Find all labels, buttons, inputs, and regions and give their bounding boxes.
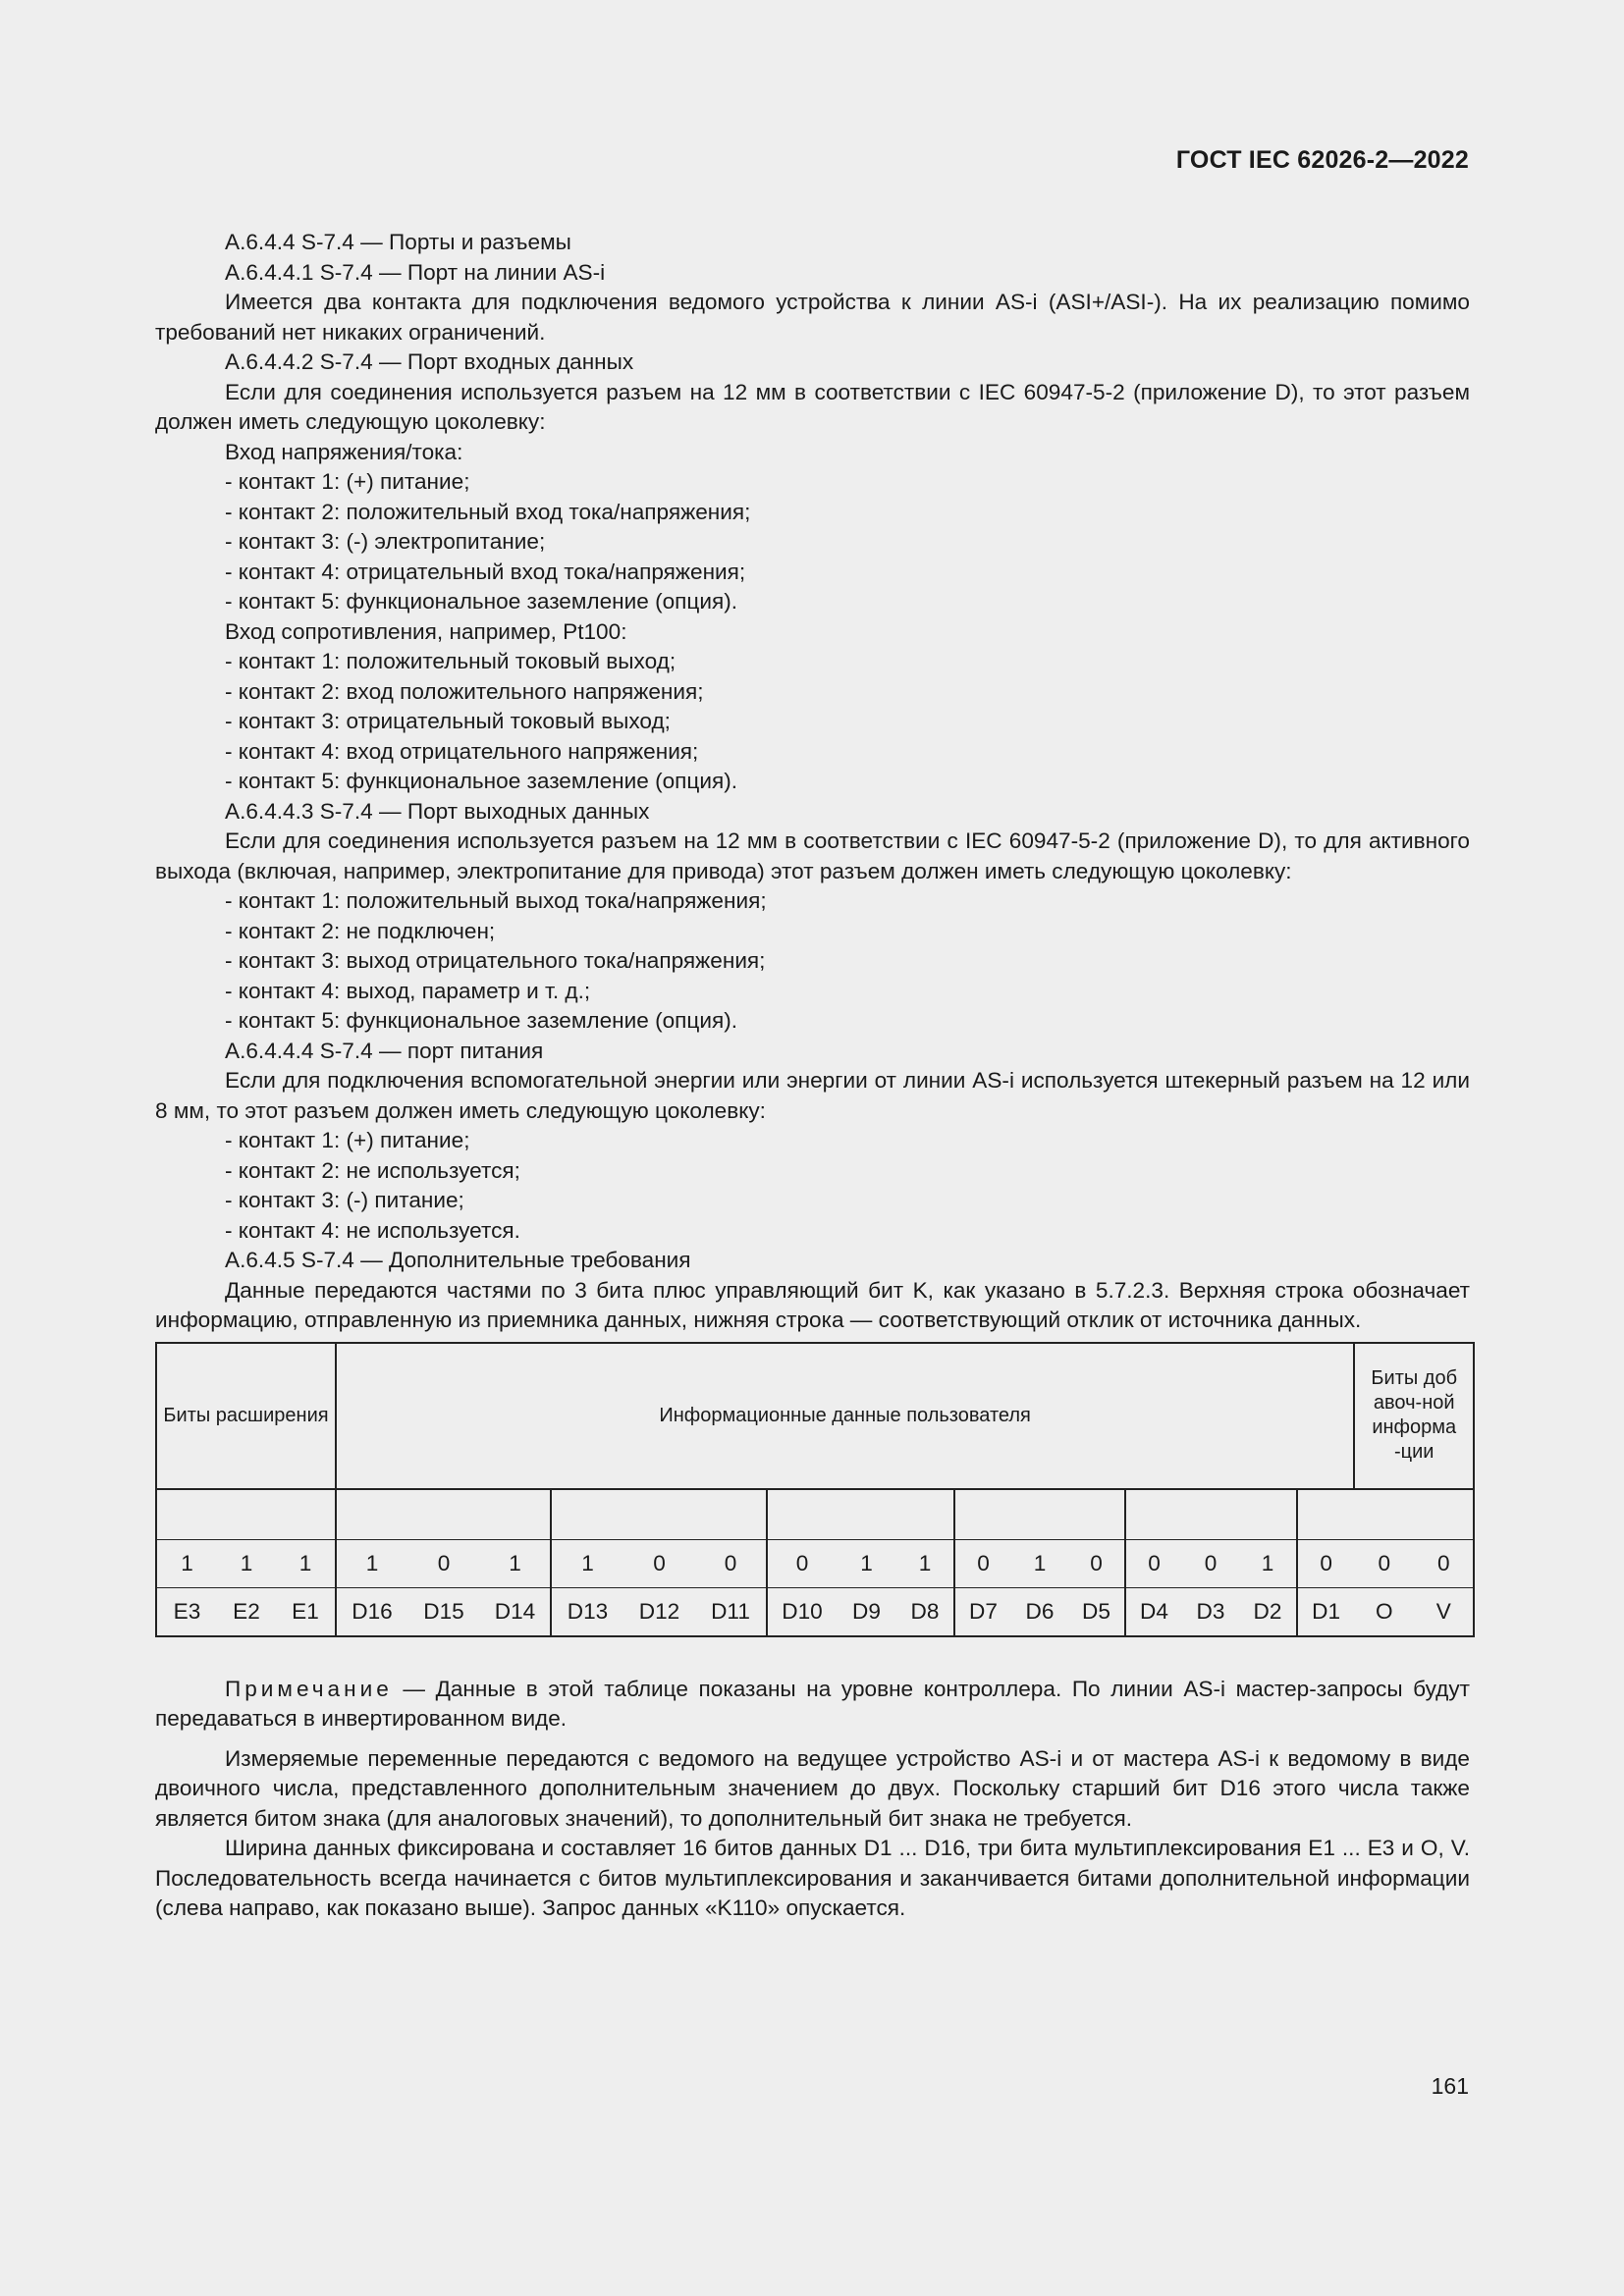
list-item: - контакт 3: (-) электропитание; <box>225 529 546 554</box>
list-item: - контакт 1: положительный токовый выход; <box>225 649 677 673</box>
bit-label-cell: D3 <box>1196 1598 1225 1624</box>
list-item: Вход сопротивления, например, Pt100: <box>225 618 627 644</box>
paragraph: Ширина данных фиксирована и составляет 16 битов данных D1 ... D16, три бита мультиплексирования E1 ... E3 и O, V. Последовательность всегда начинается с битов мультиплексирования и заканчивается битами дополнительной информации (слева направо, как показано выше). Запрос данных «K110» опускается. <box>155 1836 1470 1920</box>
list-item: - контакт 2: не используется; <box>225 1157 520 1183</box>
list-item: - контакт 3: выход отрицательного тока/напряжения; <box>225 948 766 973</box>
list-item: - контакт 1: (+) питание; <box>225 1128 470 1152</box>
bit-label-cell: E3 <box>173 1598 201 1624</box>
bit-label-cell: E2 <box>233 1598 260 1624</box>
bit-label-cell: D8 <box>910 1598 940 1624</box>
empty-cell <box>954 1489 1125 1540</box>
bit-label-cell: D9 <box>852 1598 881 1624</box>
note-word: Примечание <box>225 1676 393 1701</box>
bit-value-cell: 1 <box>276 1539 336 1587</box>
bit-value-cell: 0 <box>1297 1539 1354 1587</box>
list-item: - контакт 3: (-) питание; <box>225 1188 464 1212</box>
bit-label-cell: D15 <box>423 1598 464 1624</box>
table-note <box>155 1675 1470 1735</box>
bit-table <box>155 1342 1475 1637</box>
bit-label-cell: D6 <box>1025 1598 1055 1624</box>
list-item: - контакт 2: вход положительного напряжения; <box>225 678 704 704</box>
bit-label-cell: V <box>1435 1598 1451 1624</box>
header-user-data: Информационные данные пользователя <box>336 1343 1354 1489</box>
bit-label-cell: D11 <box>711 1598 750 1624</box>
header-add-bits <box>1354 1343 1474 1489</box>
bit-value-cell: 1 <box>1011 1539 1068 1587</box>
bit-value-cell: 1 <box>551 1539 623 1587</box>
bit-value-cell: 0 <box>1354 1539 1414 1587</box>
bit-label-cell: D2 <box>1253 1598 1282 1624</box>
note-text: — Данные в этой таблице показаны на уровне контроллера. По линии AS-i мастер-запросы будут передаваться в инвертированном виде. <box>155 1676 1470 1731</box>
bit-value-cell: 1 <box>156 1539 217 1587</box>
bit-value-cell: 0 <box>695 1539 767 1587</box>
list-item: - контакт 4: выход, параметр и т. д.; <box>225 978 591 1003</box>
table-empty-row <box>156 1489 1474 1540</box>
bit-value-cell: 1 <box>1239 1539 1297 1587</box>
list-item: - контакт 5: функциональное заземление (опция). <box>225 589 738 614</box>
list-item: - контакт 4: отрицательный вход тока/напряжения; <box>225 559 746 584</box>
header-add-bits-text: Биты добавоч-ной информа-ции <box>1371 1367 1458 1463</box>
bit-label-cell: D16 <box>336 1587 407 1636</box>
bit-value-cell: 0 <box>407 1539 480 1587</box>
bit-value-cell: 0 <box>954 1539 1011 1587</box>
bit-value-cell: 0 <box>1182 1539 1239 1587</box>
bit-label-cell: O <box>1375 1598 1393 1624</box>
bit-value-cell: 0 <box>623 1539 695 1587</box>
bit-value-cell: 0 <box>1125 1539 1182 1587</box>
text-after-table <box>155 1744 1470 1924</box>
bit-label-cell: D13 <box>551 1587 623 1636</box>
paragraph: Имеется два контакта для подключения ведомого устройства к линии AS-i (ASI+/ASI-). На их реализацию помимо требований нет никаких ограничений. <box>155 290 1470 345</box>
list-item: - контакт 2: положительный вход тока/напряжения; <box>225 499 751 524</box>
paragraph: A.6.4.4.1 S-7.4 — Порт на линии AS-i <box>225 259 606 285</box>
table-labels-row <box>156 1587 1474 1636</box>
empty-cell <box>156 1489 336 1540</box>
list-item: - контакт 2: не подключен; <box>225 918 496 943</box>
paragraph: A.6.4.4.4 S-7.4 — порт питания <box>225 1038 544 1063</box>
bit-label-cell: E1 <box>292 1598 319 1624</box>
bit-label-cell: D7 <box>954 1587 1011 1636</box>
empty-cell <box>1125 1489 1297 1540</box>
bit-label-cell: D5 <box>1082 1598 1110 1624</box>
standard-header: ГОСТ IEC 62026-2—2022 <box>1175 146 1469 174</box>
paragraph: Данные передаются частями по 3 бита плюс управляющий бит K, как указано в 5.7.2.3. Верхняя строка обозначает информацию, отправленную из приемника данных, нижняя строка — соответствующий отклик от источника данных. <box>155 1277 1470 1332</box>
bit-label-cell: D1 <box>1297 1587 1354 1636</box>
text-before-table <box>155 228 1470 1336</box>
empty-cell <box>767 1489 954 1540</box>
paragraph: A.6.4.5 S-7.4 — Дополнительные требования <box>225 1248 691 1272</box>
page-content <box>155 228 1470 1924</box>
table-header-row <box>156 1343 1474 1489</box>
bit-label-cell: D4 <box>1125 1587 1182 1636</box>
list-item: - контакт 4: вход отрицательного напряжения; <box>225 738 699 764</box>
bit-label-cell: D14 <box>494 1598 536 1624</box>
list-item: - контакт 4: не используется. <box>225 1217 520 1243</box>
bit-value-cell: 1 <box>336 1539 407 1587</box>
list-item: Вход напряжения/тока: <box>225 439 463 464</box>
paragraph: Если для соединения используется разъем на 12 мм в соответствии с IEC 60947-5-2 (приложение D), то этот разъем должен иметь следующую цоколевку: <box>155 379 1470 434</box>
list-item: - контакт 5: функциональное заземление (опция). <box>225 769 738 793</box>
header-ext-bits: Биты расширения <box>156 1343 336 1489</box>
paragraph: Измеряемые переменные передаются с ведомого на ведущее устройство AS-i и от мастера AS-i к ведомому в виде двоичного числа, представленного дополнительным значением до двух. Поскольку старший бит D16 этого числа также является битом знака (для аналоговых значений), то дополнительный бит знака не требуется. <box>155 1745 1470 1831</box>
empty-cell <box>1297 1489 1474 1540</box>
page-number: 161 <box>1431 2073 1469 2099</box>
bit-value-cell: 1 <box>217 1539 276 1587</box>
bit-label-cell: D10 <box>767 1587 837 1636</box>
bit-value-cell: 0 <box>1414 1539 1474 1587</box>
bit-label-cell: D12 <box>638 1598 680 1624</box>
paragraph: A.6.4.4.3 S-7.4 — Порт выходных данных <box>225 798 650 824</box>
empty-cell <box>551 1489 767 1540</box>
paragraph: A.6.4.4 S-7.4 — Порты и разъемы <box>225 230 571 254</box>
list-item: - контакт 5: функциональное заземление (опция). <box>225 1008 738 1033</box>
bit-value-cell: 1 <box>480 1539 551 1587</box>
list-item: - контакт 3: отрицательный токовый выход; <box>225 709 671 733</box>
empty-cell <box>336 1489 551 1540</box>
bit-value-cell: 0 <box>1068 1539 1125 1587</box>
bit-value-cell: 1 <box>837 1539 896 1587</box>
paragraph: Если для соединения используется разъем на 12 мм в соответствии с IEC 60947-5-2 (приложение D), то для активного выхода (включая, например, электропитание для привода) этот разъем должен иметь следующую цоколевку: <box>155 828 1470 883</box>
bit-value-cell: 0 <box>767 1539 837 1587</box>
table-values-row <box>156 1539 1474 1587</box>
paragraph: A.6.4.4.2 S-7.4 — Порт входных данных <box>225 349 634 374</box>
list-item: - контакт 1: (+) питание; <box>225 469 470 494</box>
paragraph: Если для подключения вспомогательной энергии или энергии от линии AS-i используется штекерный разъем на 12 или 8 мм, то этот разъем должен иметь следующую цоколевку: <box>155 1068 1470 1123</box>
bit-value-cell: 1 <box>896 1539 954 1587</box>
list-item: - контакт 1: положительный выход тока/напряжения; <box>225 888 767 913</box>
